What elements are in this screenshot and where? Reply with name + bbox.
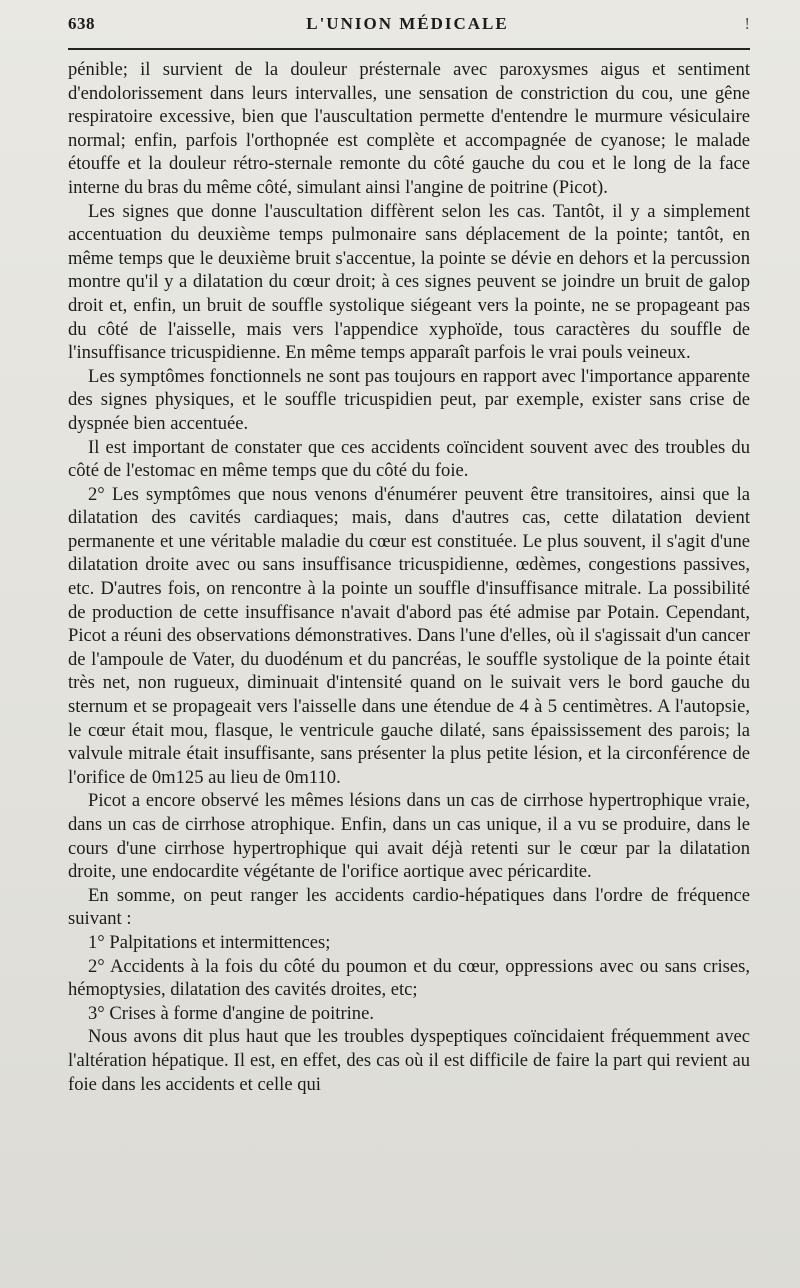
paragraph-continued: pénible; il survient de la douleur présternale avec paroxysmes aigus et sentiment d'endolorissement dans leurs intervalles, une sensation de constriction du cou, une gêne respiratoire excessive, bien que l'auscultation permette d'entendre le murmure vésiculaire normal; enfin, parfois l'orthopnée est complète et accompagnée de cyanose; le malade étouffe et la douleur rétro-sternale remonte du côté gauche du cou et le long de la face interne du bras du même côté, simulant ainsi l'angine de poitrine (Picot). [68, 59, 750, 198]
paragraph-stomach: Il est important de constater que ces accidents coïncident souvent avec des troubles du côté de l'estomac en même temps que du côté du foie. [68, 436, 750, 482]
page-header [68, 14, 750, 50]
list-item: 2° Accidents à la fois du côté du poumon et du cœur, oppressions avec ou sans crises, hémoptysies, dilatation des cavités droites, etc; [68, 955, 750, 1001]
paragraph-auscultation: Les signes que donne l'auscultation diffèrent selon les cas. Tantôt, il y a simplement accentuation du deuxième temps pulmonaire sans déplacement de la pointe; tantôt, en même temps que le deuxième bruit s'accentue, la pointe se dévie en dehors et la percussion montre qu'il y a dilatation du cœur droit; à ces signes peuvent se joindre un bruit de galop droit et, enfin, un bruit de souffle systolique siégeant vers la pointe, ne se propageant pas du côté de l'aisselle, mais vers l'appendice xyphoïde, tous caractères du souffle de l'insuffisance tricuspidienne. En même temps apparaît parfois le vrai pouls veineux. [68, 200, 750, 364]
page-number: 638 [68, 14, 95, 33]
paragraph-dilatation: 2° Les symptômes que nous venons d'énumérer peuvent être transitoires, ainsi que la dilatation des cavités cardiaques; mais, dans d'autres cas, cette dilatation devient permanente et une véritable maladie du cœur est constituée. Le plus souvent, il s'agit d'une dilatation droite avec ou sans insuffisance tricuspidienne, œdèmes, congestions passives, etc. D'autres fois, on rencontre à la pointe un souffle d'insuffisance mitrale. La possibilité de production de cette insuffisance n'avait d'abord pas été admise par Potain. Cependant, Picot a réuni des observations démonstratives. Dans l'une d'elles, où il s'agissait d'un cancer de l'ampoule de Vater, du duodénum et du pancréas, le souffle systolique de la pointe était très net, non rugueux, diminuait d'intensité quand on le suivait vers le bord gauche du sternum et se propageait vers l'aisselle dans une étendue de 4 à 5 centimètres. A l'autopsie, le cœur était mou, flasque, le ventricule gauche dilaté, sans épaississement des parois; la valvule mitrale était insuffisante, sans présenter la plus petite lésion, et la circonférence de l'orifice de 0m125 au lieu de 0m110. [68, 483, 750, 788]
list-item: 1° Palpitations et intermittences; [88, 931, 331, 953]
paragraph-summary: En somme, on peut ranger les accidents cardio-hépatiques dans l'ordre de fréquence suivant : [68, 884, 750, 930]
list-item: 3° Crises à forme d'angine de poitrine. [88, 1002, 374, 1024]
paragraph-symptoms: Les symptômes fonctionnels ne sont pas toujours en rapport avec l'importance apparente des signes physiques, et le souffle tricuspidien peut, par exemple, exister sans crise de dyspnée bien accentuée. [68, 365, 750, 434]
header-mark: ! [744, 14, 750, 33]
paragraph-cirrhose: Picot a encore observé les mêmes lésions dans un cas de cirrhose hypertrophique vraie, dans un cas de cirrhose atrophique. Enfin, dans un cas unique, il a vu se produire, dans le cours d'une cirrhose hypertrophique qui avait déjà retenti sur le cœur par la dilatation droite, une endocardite végétante de l'orifice aortique avec péricardite. [68, 790, 750, 883]
paragraph-closing: Nous avons dit plus haut que les troubles dyspeptiques coïncidaient fréquemment avec l'altération hépatique. Il est, en effet, des cas où il est difficile de faire la part qui revient au foie dans les accidents et celle qui [68, 1026, 750, 1095]
journal-title: L'UNION MÉDICALE [306, 14, 509, 33]
body-text [68, 58, 750, 1096]
